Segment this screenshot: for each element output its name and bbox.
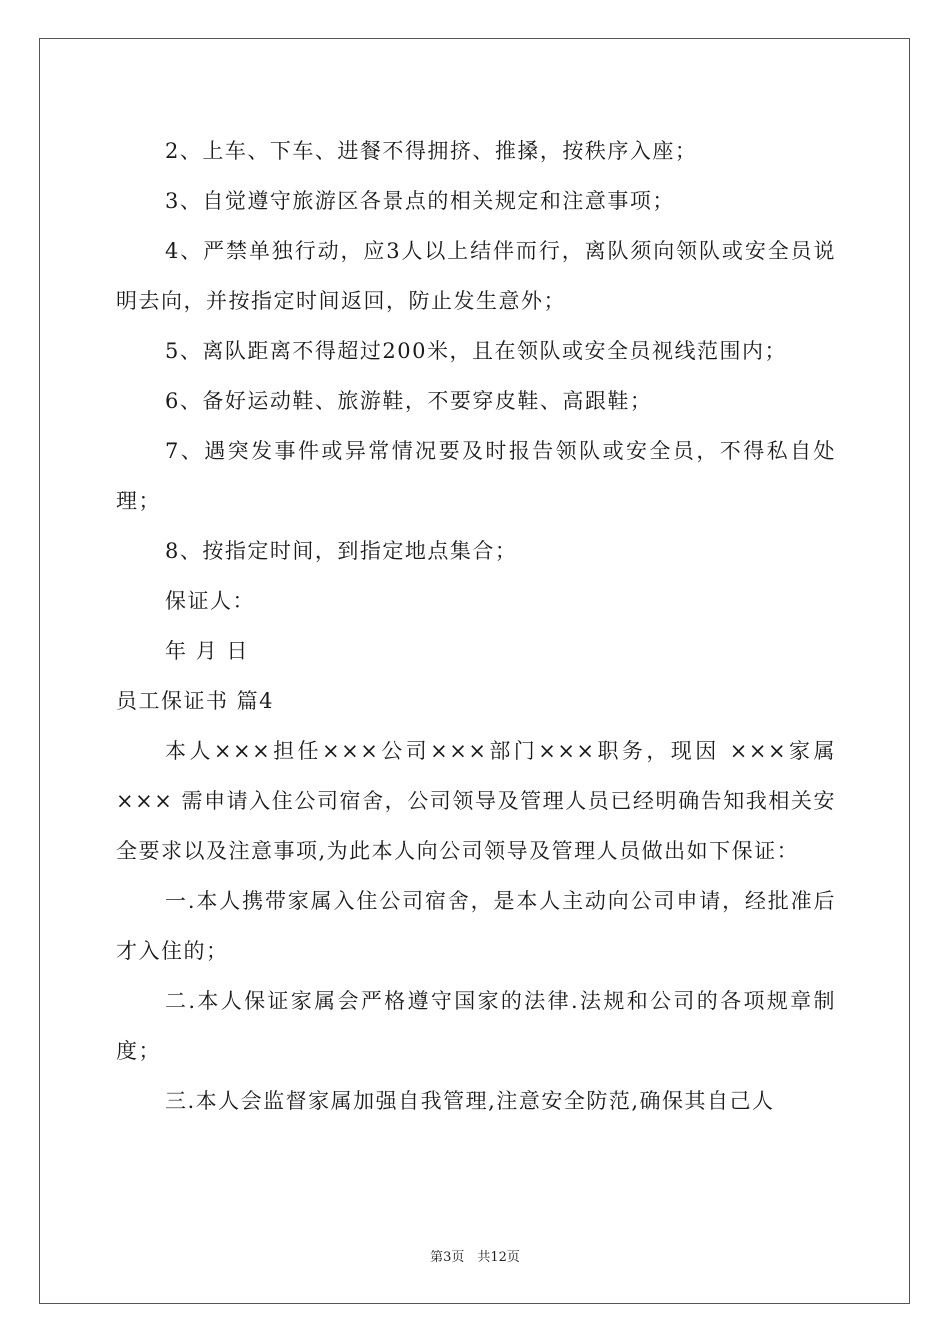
date-line: 年 月 日 xyxy=(165,639,249,663)
section-heading: 员工保证书 篇4 xyxy=(116,689,275,713)
paragraph-item-2: 2、上车、下车、进餐不得拥挤、推搡，按秩序入座； xyxy=(165,139,698,163)
page-footer: 第3页 共12页 xyxy=(430,1250,520,1265)
document-body xyxy=(116,126,836,1126)
paragraph-item-4: 4、严禁单独行动，应3人以上结伴而行，离队须向领队或安全员说明去向，并按指定时间返回，防止发生意外； xyxy=(116,239,836,313)
paragraph-item-6: 6、备好运动鞋、旅游鞋，不要穿皮鞋、高跟鞋； xyxy=(165,389,653,413)
paragraph-item-3: 3、自觉遵守旅游区各景点的相关规定和注意事项； xyxy=(165,189,675,213)
pledge-item-2: 二.本人保证家属会严格遵守国家的法律.法规和公司的各项规章制度； xyxy=(116,989,836,1063)
paragraph-item-5: 5、离队距离不得超过200米，且在领队或安全员视线范围内； xyxy=(165,339,787,363)
guarantor-line: 保证人： xyxy=(165,589,255,613)
pledge-item-3: 三.本人会监督家属加强自我管理,注意安全防范,确保其自己人 xyxy=(165,1089,775,1113)
pledge-item-1: 一.本人携带家属入住公司宿舍，是本人主动向公司申请，经批准后才入住的； xyxy=(116,889,836,963)
paragraph-item-7: 7、遇突发事件或异常情况要及时报告领队或安全员，不得私自处理； xyxy=(116,439,836,513)
intro-paragraph: 本人×××担任×××公司×××部门×××职务，现因 ×××家属××× 需申请入住公司宿舍，公司领导及管理人员已经明确告知我相关安全要求以及注意事项,为此本人向公司领导及管理人员做出如下保证： xyxy=(116,739,836,863)
paragraph-item-8: 8、按指定时间，到指定地点集合； xyxy=(165,539,518,563)
